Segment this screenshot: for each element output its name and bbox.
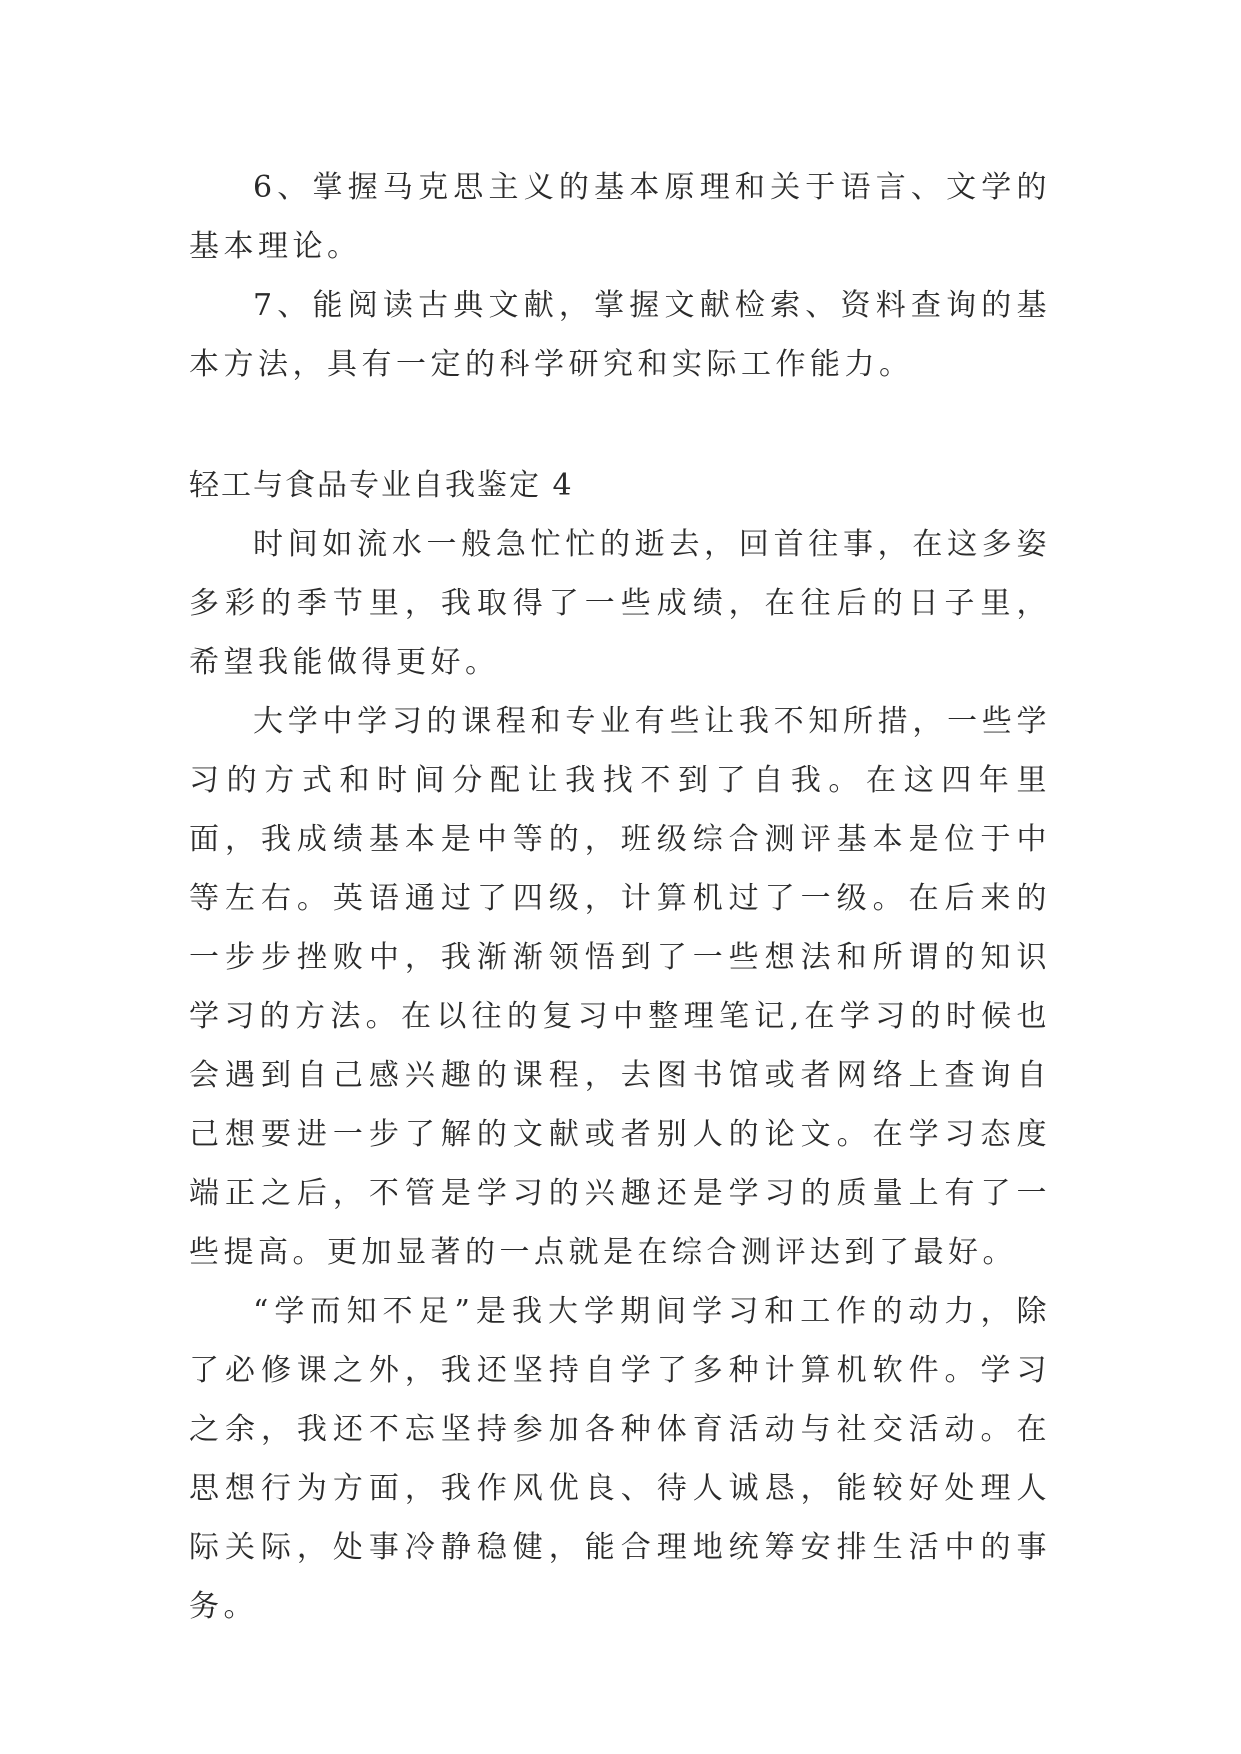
section-title: 轻工与食品专业自我鉴定 4: [189, 468, 574, 503]
section-gap: [189, 394, 1051, 456]
document-page: [189, 158, 1051, 1636]
paragraph-item-6: 6、掌握马克思主义的基本原理和关于语言、文学的基本理论。: [189, 170, 1051, 264]
paragraph-motivation: “学而知不足”是我大学期间学习和工作的动力，除了必修课之外，我还坚持自学了多种计算机软件。学习之余，我还不忘坚持参加各种体育活动与社交活动。在思想行为方面，我作风优良、待人诚恳，能较好处理人际关际，处事冷静稳健，能合理地统筹安排生活中的事务。: [189, 1294, 1051, 1624]
paragraph-intro: 时间如流水一般急忙忙的逝去，回首往事，在这多姿多彩的季节里，我取得了一些成绩，在往后的日子里，希望我能做得更好。: [189, 527, 1051, 680]
paragraph-study: 大学中学习的课程和专业有些让我不知所措，一些学习的方式和时间分配让我找不到了自我。在这四年里面，我成绩基本是中等的，班级综合测评基本是位于中等左右。英语通过了四级，计算机过了一级。在后来的一步步挫败中，我渐渐领悟到了一些想法和所谓的知识学习的方法。在以往的复习中整理笔记,在学习的时候也会遇到自己感兴趣的课程，去图书馆或者网络上查询自己想要进一步了解的文献或者别人的论文。在学习态度端正之后，不管是学习的兴趣还是学习的质量上有了一些提高。更加显著的一点就是在综合测评达到了最好。: [189, 704, 1051, 1270]
paragraph-item-7: 7、能阅读古典文献，掌握文献检索、资料查询的基本方法，具有一定的科学研究和实际工作能力。: [189, 288, 1051, 382]
